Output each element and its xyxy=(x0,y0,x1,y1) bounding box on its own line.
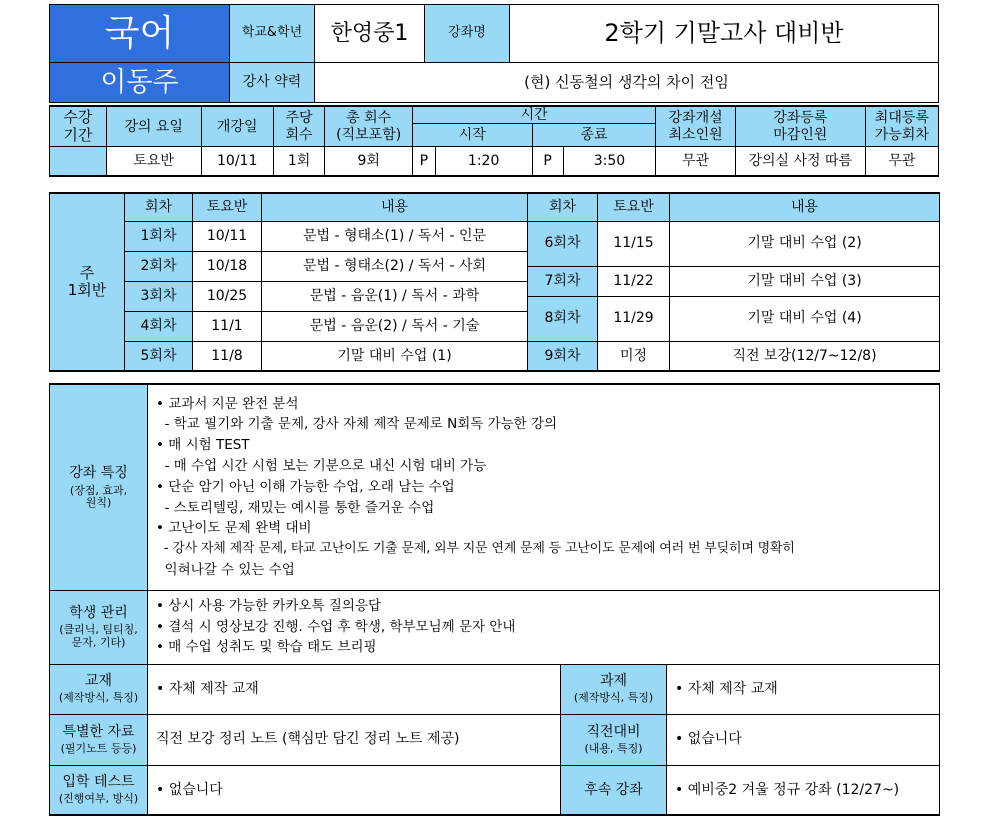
period-label: 수강 기간 xyxy=(50,106,107,147)
round-cell: 3회차 xyxy=(125,281,193,311)
school-label: 학교&학년 xyxy=(230,5,315,63)
header-deadline: 강좌등록 마감인원 xyxy=(735,106,865,147)
date-cell: 11/8 xyxy=(193,341,262,371)
exam-prep-label-cell xyxy=(561,714,667,765)
features-line: 익혀나갈 수 있는 수업 xyxy=(156,562,295,579)
round-cell: 4회차 xyxy=(125,311,193,341)
value-total: 9회 xyxy=(325,147,413,176)
profile-label: 강사 약력 xyxy=(230,63,315,103)
features-line: • 고난이도 문제 완벽 대비 xyxy=(156,520,312,537)
header-time: 시간 xyxy=(413,106,656,124)
homework-value: • 자체 제작 교재 xyxy=(667,664,940,714)
value-start-ampm: P xyxy=(413,147,436,176)
date-cell: 11/15 xyxy=(598,221,670,266)
features-label-cell xyxy=(50,384,148,590)
features-line: - 강사 자체 제작 문제, 타교 고난이도 기출 문제, 외부 지문 연계 문제 등 고난이도 문제에 여러 번 부딪히며 명확히 xyxy=(156,541,795,557)
profile-value: (현) 신동철의 생각의 차이 전임 xyxy=(315,63,939,103)
value-min: 무관 xyxy=(656,147,735,176)
header-date-right: 토요반 xyxy=(598,193,670,221)
value-start-date: 10/11 xyxy=(201,147,273,176)
date-cell: 미정 xyxy=(598,341,670,371)
round-cell: 1회차 xyxy=(125,221,193,251)
date-cell: 11/29 xyxy=(598,296,670,341)
header-weekly: 주당 회수 xyxy=(273,106,325,147)
header-time-end: 종료 xyxy=(532,124,656,147)
header-round-left: 회차 xyxy=(125,193,193,221)
round-cell: 6회차 xyxy=(528,221,598,266)
date-cell: 10/25 xyxy=(193,281,262,311)
special-sublabel: (필기노트 등등) xyxy=(60,741,137,755)
header-min: 강좌개설 최소인원 xyxy=(656,106,735,147)
header-round-right: 회차 xyxy=(528,193,598,221)
features-line: - 매 수업 시간 시험 보는 기분으로 내신 시험 대비 가능 xyxy=(156,458,487,475)
entrance-label-cell xyxy=(50,765,148,815)
header-start-date: 개강일 xyxy=(201,106,273,147)
date-cell: 10/18 xyxy=(193,251,262,281)
management-line: • 결석 시 영상보강 진행. 수업 후 학생, 학부모님께 문자 안내 xyxy=(156,618,516,635)
date-cell: 10/11 xyxy=(193,221,262,251)
school-value: 한영중1 xyxy=(315,5,425,63)
exam-prep-sublabel: (내용, 특징) xyxy=(584,741,643,755)
schedule-block xyxy=(49,192,940,372)
management-list xyxy=(148,590,940,664)
content-cell: 기말 대비 수업 (4) xyxy=(670,296,940,341)
details-block xyxy=(49,383,940,816)
homework-label: 과제 xyxy=(599,673,628,690)
period-block xyxy=(49,105,939,177)
content-cell: 직전 보강(12/7~12/8) xyxy=(670,341,940,371)
homework-label-cell xyxy=(561,664,667,714)
features-label: 강좌 특징 xyxy=(69,464,128,481)
course-label: 강좌명 xyxy=(425,5,510,63)
entrance-label: 입학 테스트 xyxy=(62,773,135,790)
value-start-time: 1:20 xyxy=(435,147,532,176)
homework-sublabel: (제작방식, 특징) xyxy=(573,691,654,705)
header-date-left: 토요반 xyxy=(193,193,262,221)
management-line: • 매 수업 성취도 및 학습 태도 브리핑 xyxy=(156,639,377,656)
round-cell: 5회차 xyxy=(125,341,193,371)
features-line: • 단순 암기 아닌 이해 가능한 수업, 오래 남는 수업 xyxy=(156,478,455,495)
content-cell: 문법 - 음운(1) / 독서 - 과학 xyxy=(262,281,528,311)
round-cell: 9회차 xyxy=(528,341,598,371)
date-cell: 11/22 xyxy=(598,266,670,296)
teacher-name: 이동주 xyxy=(50,63,230,103)
features-list xyxy=(148,384,940,590)
content-cell: 기말 대비 수업 (3) xyxy=(670,266,940,296)
special-label: 특별한 자료 xyxy=(62,723,135,740)
header-content-left: 내용 xyxy=(262,193,528,221)
features-line: • 매 시험 TEST xyxy=(156,437,250,454)
round-cell: 8회차 xyxy=(528,296,598,341)
content-cell: 기말 대비 수업 (2) xyxy=(670,221,940,266)
entrance-value: • 없습니다 xyxy=(148,765,561,815)
round-cell: 7회차 xyxy=(528,266,598,296)
management-label-cell xyxy=(50,590,148,664)
header-day: 강의 요일 xyxy=(106,106,201,147)
management-line: • 상시 사용 가능한 카카오톡 질의응답 xyxy=(156,597,382,614)
textbook-label: 교재 xyxy=(84,673,113,690)
round-cell: 2회차 xyxy=(125,251,193,281)
textbook-value: • 자체 제작 교재 xyxy=(148,664,561,714)
period-label-spacer xyxy=(50,147,107,176)
textbook-label-cell xyxy=(50,664,148,714)
value-max: 무관 xyxy=(865,147,938,176)
textbook-sublabel: (제작방식, 특징) xyxy=(58,691,139,705)
value-day: 토요반 xyxy=(106,147,201,176)
entrance-sublabel: (진행여부, 방식) xyxy=(58,791,139,805)
special-value: 직전 보강 정리 노트 (핵심만 담긴 정리 노트 제공) xyxy=(148,714,561,765)
content-cell: 기말 대비 수업 (1) xyxy=(262,341,528,371)
followup-value: • 예비중2 겨울 정규 강좌 (12/27~) xyxy=(667,765,940,815)
features-line: - 스토리텔링, 재밌는 예시를 통한 즐거운 수업 xyxy=(156,499,435,516)
features-line: - 학교 필기와 기출 문제, 강사 자체 제작 문제로 N회독 가능한 강의 xyxy=(156,416,558,433)
header-time-start: 시작 xyxy=(413,124,533,147)
followup-label: 후속 강좌 xyxy=(561,765,667,815)
header-total: 총 회수 (직보포함) xyxy=(325,106,413,147)
date-cell: 11/1 xyxy=(193,311,262,341)
content-cell: 문법 - 음운(2) / 독서 - 기술 xyxy=(262,311,528,341)
header-max: 최대등록 가능회차 xyxy=(865,106,938,147)
course-value: 2학기 기말고사 대비반 xyxy=(510,5,939,63)
exam-prep-value: • 없습니다 xyxy=(667,714,940,765)
value-deadline: 강의실 사정 따름 xyxy=(735,147,865,176)
value-end-ampm: P xyxy=(532,147,563,176)
content-cell: 문법 - 형태소(1) / 독서 - 인문 xyxy=(262,221,528,251)
exam-prep-label: 직전대비 xyxy=(586,723,641,740)
subject-title: 국어 xyxy=(50,5,230,63)
header-content-right: 내용 xyxy=(670,193,940,221)
value-end-time: 3:50 xyxy=(563,147,656,176)
value-weekly: 1회 xyxy=(273,147,325,176)
content-cell: 문법 - 형태소(2) / 독서 - 사회 xyxy=(262,251,528,281)
features-line: • 교과서 지문 완전 분석 xyxy=(156,395,299,412)
management-sublabel: (클리닉, 팀티칭, 문자, 기타) xyxy=(59,622,138,649)
header-block xyxy=(49,4,939,103)
schedule-label: 주 1회반 xyxy=(50,193,125,371)
special-label-cell xyxy=(50,714,148,765)
management-label: 학생 관리 xyxy=(69,604,128,621)
features-sublabel: (장점, 효과, 원칙) xyxy=(69,483,128,510)
